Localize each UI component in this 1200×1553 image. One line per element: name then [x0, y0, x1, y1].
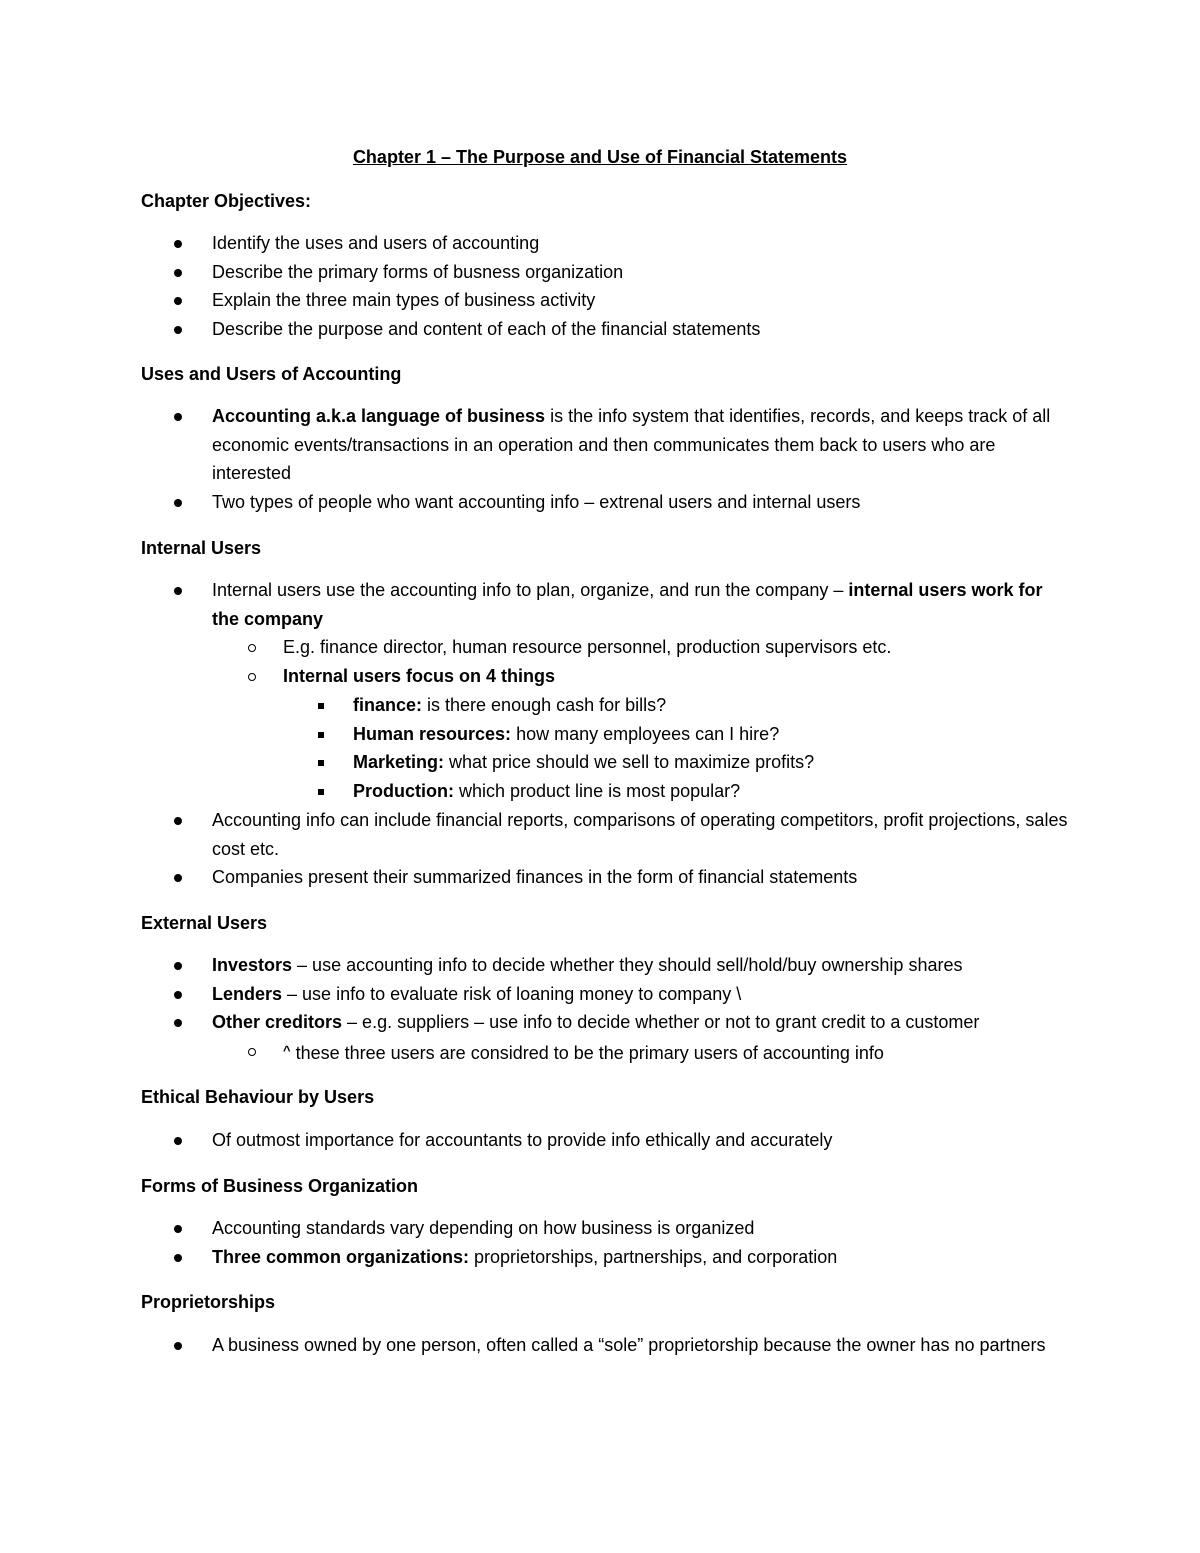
- objective-item: Describe the primary forms of busness organization: [212, 262, 624, 282]
- focus-text: which product line is most popular?: [454, 781, 741, 801]
- focus-text: how many employees can I hire?: [511, 724, 780, 744]
- circle-bullet-icon: [248, 644, 256, 652]
- focus-item-finance: [353, 691, 1073, 720]
- caret-symbol: ^: [283, 1043, 291, 1058]
- uses-item-types: Two types of people who want accounting info – extrenal users and internal users: [212, 492, 861, 512]
- proprietorships-item: A business owned by one person, often called a “sole” proprietorship because the owner has no partners: [212, 1335, 1046, 1355]
- bullet-icon: [174, 413, 182, 421]
- heading-internal-users: Internal Users: [141, 538, 262, 558]
- focus-label: Human resources:: [353, 724, 512, 744]
- user-text: – use accounting info to decide whether they should sell/hold/buy ownership shares: [292, 955, 963, 975]
- primary-users-text: these three users are considred to be the primary users of accounting info: [290, 1043, 884, 1063]
- bullet-icon: [174, 1019, 182, 1027]
- common-label: Three common organizations:: [212, 1247, 470, 1267]
- bullet-icon: [174, 1137, 182, 1145]
- purpose-text: Internal users use the accounting info to plan, organize, and run the company –: [212, 580, 849, 600]
- heading-uses-and-users: Uses and Users of Accounting: [141, 364, 402, 384]
- focus-label: Marketing:: [353, 752, 445, 772]
- purpose-bold: internal users work for the company: [212, 580, 1043, 629]
- bullet-icon: [174, 240, 182, 248]
- common-text: proprietorships, partnerships, and corporation: [469, 1247, 838, 1267]
- bullet-icon: [174, 269, 182, 277]
- internal-item-purpose: [212, 576, 1072, 633]
- definition-text: is the info system that identifies, records, and keeps track of all economic events/transactions in an operation and then communicates them back to users who are interested: [212, 406, 1051, 484]
- objective-item: Identify the uses and users of accounting: [212, 233, 540, 253]
- square-bullet-icon: [318, 760, 324, 766]
- ethical-item: Of outmost importance for accountants to provide info ethically and accurately: [212, 1130, 833, 1150]
- focus-label: Production:: [353, 781, 454, 801]
- focus-label: finance:: [353, 695, 423, 715]
- uses-item-definition: [212, 402, 1072, 488]
- bullet-icon: [174, 1342, 182, 1350]
- bullet-icon: [174, 962, 182, 970]
- term-accounting: Accounting a.k.a language of business: [212, 406, 546, 426]
- external-sub-primary: [283, 1037, 1073, 1068]
- bullet-icon: [174, 587, 182, 595]
- user-label: Other creditors: [212, 1012, 343, 1032]
- circle-bullet-icon: [248, 1048, 256, 1056]
- external-item-lenders: [212, 980, 1072, 1009]
- bullet-icon: [174, 874, 182, 882]
- bullet-icon: [174, 1254, 182, 1262]
- focus-item-production: [353, 777, 1073, 806]
- bullet-icon: [174, 297, 182, 305]
- focus-text: is there enough cash for bills?: [422, 695, 667, 715]
- objective-item: Explain the three main types of business activity: [212, 290, 596, 310]
- external-item-investors: [212, 951, 1072, 980]
- square-bullet-icon: [318, 732, 324, 738]
- user-text: – use info to evaluate risk of loaning money to company \: [282, 984, 742, 1004]
- internal-item-reports: Accounting info can include financial reports, comparisons of operating competitors, profit projections, sales cost etc.: [212, 810, 1068, 859]
- heading-chapter-objectives: Chapter Objectives:: [141, 191, 312, 211]
- heading-proprietorships: Proprietorships: [141, 1292, 276, 1312]
- heading-forms-of-business: Forms of Business Organization: [141, 1176, 419, 1196]
- square-bullet-icon: [318, 703, 324, 709]
- forms-item-standards: Accounting standards vary depending on how business is organized: [212, 1218, 755, 1238]
- square-bullet-icon: [318, 789, 324, 795]
- focus-text: what price should we sell to maximize profits?: [444, 752, 815, 772]
- user-text: – e.g. suppliers – use info to decide whether or not to grant credit to a customer: [342, 1012, 980, 1032]
- internal-sub-examples: E.g. finance director, human resource personnel, production supervisors etc.: [283, 637, 892, 657]
- focus-item-marketing: [353, 748, 1073, 777]
- bullet-icon: [174, 1225, 182, 1233]
- objective-item: Describe the purpose and content of each of the financial statements: [212, 319, 761, 339]
- bullet-icon: [174, 817, 182, 825]
- forms-item-common: [212, 1243, 1072, 1272]
- user-label: Investors: [212, 955, 293, 975]
- focus-item-hr: [353, 720, 1073, 749]
- page-title: Chapter 1 – The Purpose and Use of Financial Statements: [352, 147, 848, 167]
- external-item-creditors: [212, 1008, 1092, 1037]
- heading-external-users: External Users: [141, 913, 268, 933]
- circle-bullet-icon: [248, 673, 256, 681]
- heading-ethical-behaviour: Ethical Behaviour by Users: [141, 1087, 375, 1107]
- internal-item-statements: Companies present their summarized finances in the form of financial statements: [212, 867, 858, 887]
- bullet-icon: [174, 499, 182, 507]
- internal-sub-focus: Internal users focus on 4 things: [283, 666, 556, 686]
- user-label: Lenders: [212, 984, 283, 1004]
- bullet-icon: [174, 991, 182, 999]
- bullet-icon: [174, 326, 182, 334]
